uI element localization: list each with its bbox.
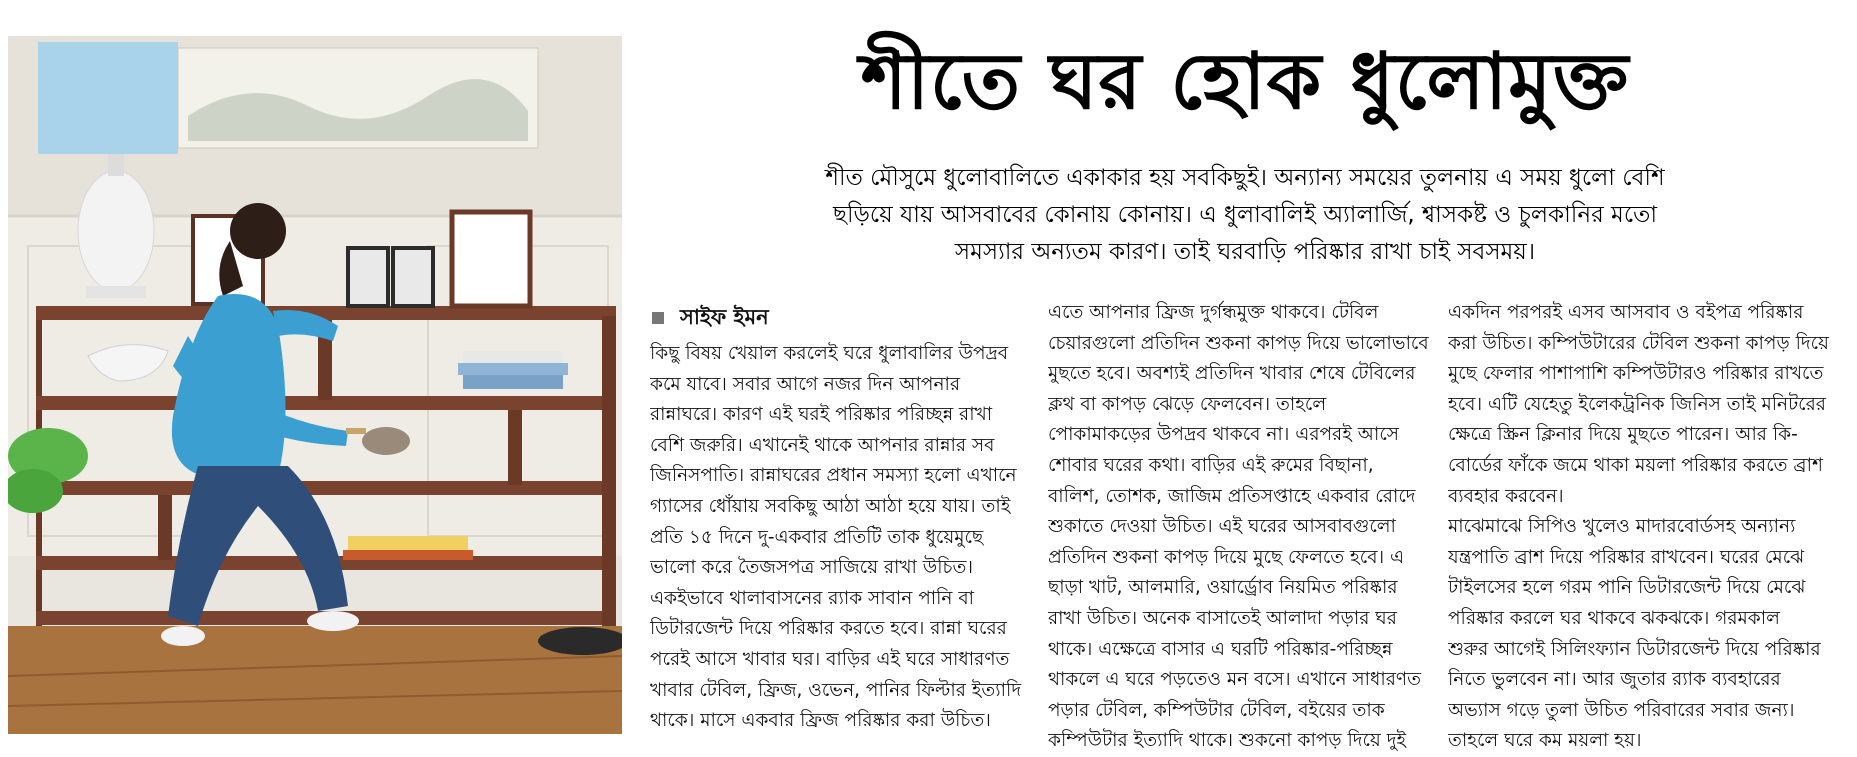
body-line: যন্ত্রপাতি ব্রাশ দিয়ে পরিষ্কার রাখবেন। ঘরের মেঝে — [1448, 546, 1805, 568]
body-line: পরিষ্কার করলে ঘর থাকবে ঝকঝকে। গরমকাল — [1448, 607, 1780, 629]
headline: শীতে ঘর হোক ধুলোমুক্ত — [860, 36, 1630, 127]
body-line: অভ্যাস গড়ে তুলা উচিত পরিবারের সবার জন্য। — [1448, 699, 1795, 721]
deck-line: ছড়িয়ে যায় আসবাবের কোনায় কোনায়। এ ধুলাবালিই অ্যালার্জি, শ্বাসকষ্ট ও চুলকানির মতো — [833, 202, 1657, 228]
deck-line: সমস্যার অন্যতম কারণ। তাই ঘরবাড়ি পরিষ্কার রাখা চাই সবসময়। — [954, 239, 1536, 265]
body-line: গ্যাসের ধোঁয়ায় সবকিছু আঠা আঠা হয়ে যায়। তাই — [650, 495, 1011, 517]
body-line: নিতে ভুলবেন না। আর জুতার র‍্যাক ব্যবহারের — [1448, 669, 1781, 691]
body-line: মুছে ফেলার পাশাপাশি কম্পিউটারও পরিষ্কার রাখতে — [1448, 363, 1824, 385]
article-photo — [8, 36, 622, 734]
body-line: ক্লথ বা কাপড় ঝেড়ে ফেলবেন। তাহলে — [1048, 393, 1327, 415]
body-line: প্রতি ১৫ দিনে দু-একবার প্রতিটি তাক ধুয়েমুছে — [650, 526, 984, 548]
square-bullet-icon — [652, 312, 664, 324]
body-column-1 — [650, 339, 1038, 737]
body-line: মুছতে হবে। অবশ্যই প্রতিদিন খাবার শেষে টেবিলের — [1048, 363, 1416, 385]
body-line: পড়ার টেবিল, কম্পিউটার টেবিল, বইয়ের তাক — [1048, 699, 1385, 721]
body-line: খাবার টেবিল, ফ্রিজ, ওভেন, পানির ফিল্টার ইত্যাদি — [650, 679, 1022, 701]
body-line: ক্ষেত্রে স্ক্রিন ক্লিনার দিয়ে মুছতে পারেন। আর কি- — [1448, 424, 1798, 446]
body-line: টাইলসের হলে গরম পানি ডিটারজেন্ট দিয়ে মেঝে — [1448, 577, 1806, 599]
body-line: ব্যবহার করবেন। — [1448, 485, 1564, 507]
body-line: কিছু বিষয় খেয়াল করলেই ঘরে ধুলাবালির উপদ্রব — [650, 343, 1009, 364]
body-line: থাকে। এক্ষেত্রে বাসার এ ঘরটি পরিষ্কার-পরিচ্ছন্ন — [1048, 638, 1393, 660]
body-line: কমে যাবে। সবার আগে নজর দিন আপনার — [650, 373, 961, 395]
deck — [760, 160, 1730, 271]
body-line: কম্পিউটার ইত্যাদি থাকে। শুকনো কাপড় দিয়ে দুই — [1048, 730, 1407, 752]
body-line: চেয়ারগুলো প্রতিদিন শুকনা কাপড় দিয়ে ভালোভাবে — [1048, 332, 1429, 354]
body-line: থাকে। মাসে একবার ফ্রিজ পরিষ্কার করা উচিত। — [650, 710, 991, 732]
author-name: সাইফ ইমন — [680, 304, 769, 329]
body-line: রান্নাঘরে। কারণ এই ঘরই পরিষ্কার পরিচ্ছন্ন রাখা — [650, 404, 993, 426]
body-line: একদিন পরপরই এসব আসবাব ও বইপত্র পরিষ্কার — [1448, 302, 1804, 323]
body-line: একইভাবে থালাবাসনের র‍্যাক সাবান পানি বা — [650, 587, 975, 609]
body-line: মাঝেমাঝে সিপিও খুলেও মাদারবোর্ডসহ অন্যান্য — [1448, 516, 1796, 538]
body-line: বালিশ, তোশক, জাজিম প্রতিসপ্তাহে একবার রোদে — [1048, 485, 1416, 507]
body-line: জিনিসপাতি। রান্নাঘরের প্রধান সমস্যা হলো এখানে — [650, 465, 1017, 487]
body-line: তাহলে ঘরে কম ময়লা হয়। — [1448, 730, 1642, 752]
body-line: ডিটারজেন্ট দিয়ে পরিষ্কার করতে হবে। রান্না ঘরের — [650, 618, 1007, 640]
body-column-3 — [1448, 298, 1850, 757]
body-column-2 — [1048, 298, 1432, 757]
body-line: শোবার ঘরের কথা। বাড়ির এই রুমের বিছানা, — [1048, 454, 1374, 476]
body-line: শুকাতে দেওয়া উচিত। এই ঘরের আসবাবগুলো — [1048, 516, 1396, 538]
body-line: করা উচিত। কম্পিউটারের টেবিল শুকনা কাপড় দিয়ে — [1448, 332, 1829, 354]
byline — [652, 302, 769, 334]
body-line: ভালো করে তৈজসপত্র সাজিয়ে রাখা উচিত। — [650, 557, 973, 579]
deck-line: শীত মৌসুমে ধুলোবালিতে একাকার হয় সবকিছুই। অন্যান্য সময়ের তুলনায় এ সময় ধুলো বেশি — [825, 165, 1665, 191]
woman-cleaning-shelf-illustration — [8, 36, 622, 734]
body-line: বোর্ডের ফাঁকে জমে থাকা ময়লা পরিষ্কার করতে ব্রাশ — [1448, 454, 1823, 476]
body-line: পোকামাকড়ের উপদ্রব থাকবে না। এরপরই আসে — [1048, 424, 1399, 446]
body-line: শুরুর আগেই সিলিংফ্যান ডিটারজেন্ট দিয়ে পরিষ্কার — [1448, 638, 1821, 660]
body-line: এতে আপনার ফ্রিজ দুর্গন্ধমুক্ত থাকবে। টেবিল — [1048, 302, 1379, 323]
body-line: ছাড়া খাট, আলমারি, ওয়ার্ড্রোব নিয়মিত পরিষ্কার — [1048, 577, 1398, 599]
body-line: হবে। এটি যেহেতু ইলেকট্রনিক জিনিস তাই মনিটরের — [1448, 393, 1826, 415]
body-line: রাখা উচিত। অনেক বাসাতেই আলাদা পড়ার ঘর — [1048, 607, 1397, 629]
body-line: থাকলে এ ঘরে পড়তেও মন বসে। এখানে সাধারণত — [1048, 669, 1421, 691]
body-line: প্রতিদিন শুকনা কাপড় দিয়ে মুছে ফেলতে হবে। এ — [1048, 546, 1405, 568]
body-line: পরেই আসে খাবার ঘর। বাড়ির এই ঘরে সাধারণত — [650, 648, 1010, 670]
body-line: বেশি জরুরি। এখানেই থাকে আপনার রান্নার সব — [650, 434, 995, 456]
